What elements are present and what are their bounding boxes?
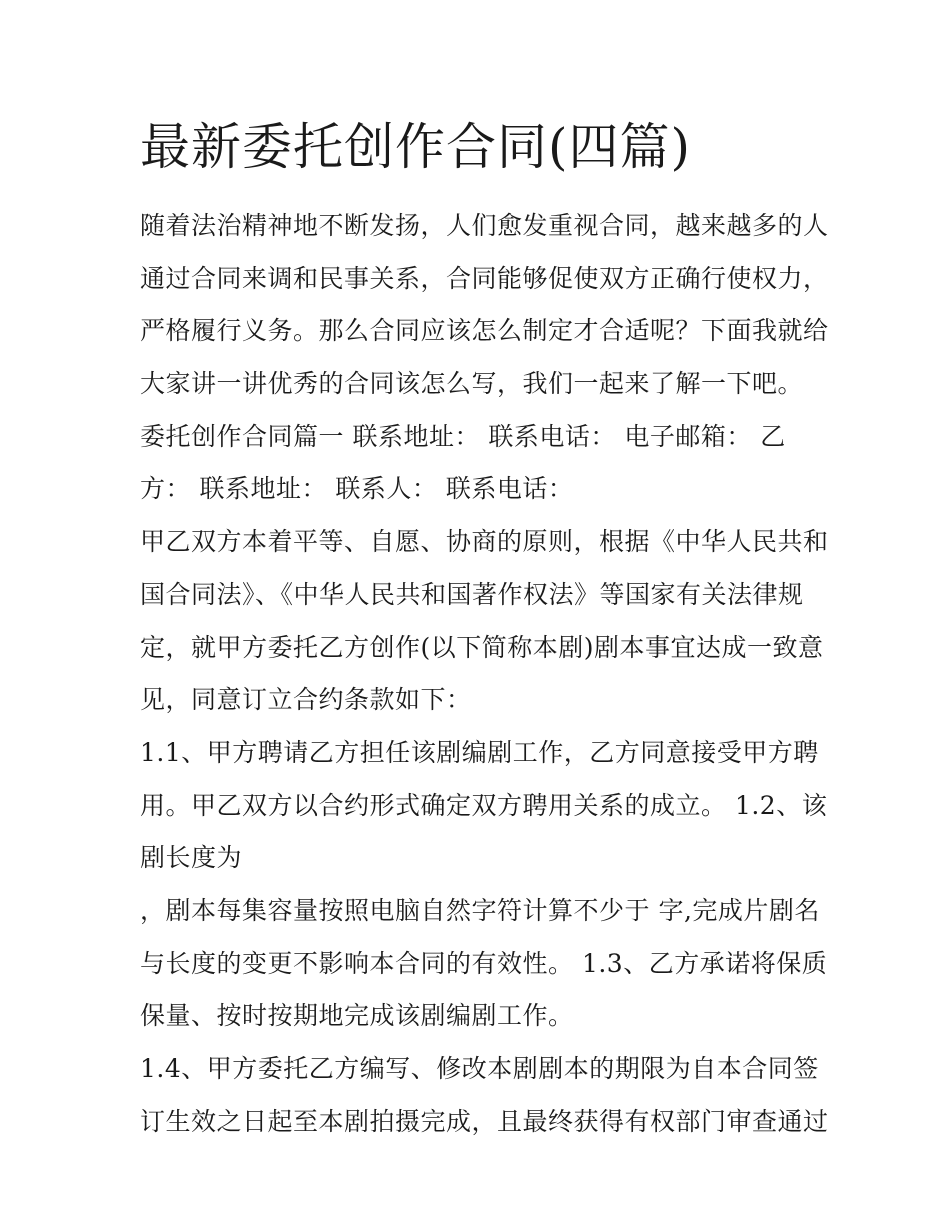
- body-line: 甲乙双方本着平等、自愿、协商的原则，根据《中华人民共和: [140, 527, 829, 557]
- document-page: [140, 112, 829, 1148]
- body-line: ，剧本每集容量按照电脑自然字符计算不少于 字,完成片剧名: [140, 895, 820, 925]
- body-line: 定，就甲方委托乙方创作(以下简称本剧)剧本事宜达成一致意: [140, 632, 824, 662]
- document-body: [140, 200, 829, 1148]
- body-line: 委托创作合同篇一 联系地址： 联系电话： 电子邮箱： 乙: [140, 421, 786, 451]
- body-line: 剧长度为: [140, 843, 243, 873]
- body-line: 国合同法》、《中华人民共和国著作权法》等国家有关法律规: [140, 579, 804, 609]
- body-line: 大家讲一讲优秀的合同该怎么写，我们一起来了解一下吧。: [140, 369, 804, 399]
- document-title: 最新委托创作合同(四篇): [140, 118, 692, 176]
- body-line: 随着法治精神地不断发扬，人们愈发重视合同，越来越多的人: [140, 211, 829, 240]
- body-line: 严格履行义务。那么合同应该怎么制定才合适呢？下面我就给: [140, 316, 829, 346]
- body-line: 用。甲乙双方以合约形式确定双方聘用关系的成立。 1.2、该: [140, 790, 828, 820]
- body-line: 见，同意订立合约条款如下：: [140, 685, 472, 715]
- body-line: 方： 联系地址： 联系人： 联系电话：: [140, 474, 574, 504]
- body-line: 与长度的变更不影响本合同的有效性。 1.3、乙方承诺将保质: [140, 948, 828, 978]
- body-line: 订生效之日起至本剧拍摄完成，且最终获得有权部门审查通过: [140, 1106, 829, 1136]
- body-line: 1.1、甲方聘请乙方担任该剧编剧工作，乙方同意接受甲方聘: [140, 737, 819, 767]
- body-line: 保量、按时按期地完成该剧编剧工作。: [140, 1001, 574, 1031]
- body-line: 通过合同来调和民事关系，合同能够促使双方正确行使权力，: [140, 263, 829, 293]
- body-line: 1.4、甲方委托乙方编写、修改本剧剧本的期限为自本合同签: [140, 1054, 819, 1083]
